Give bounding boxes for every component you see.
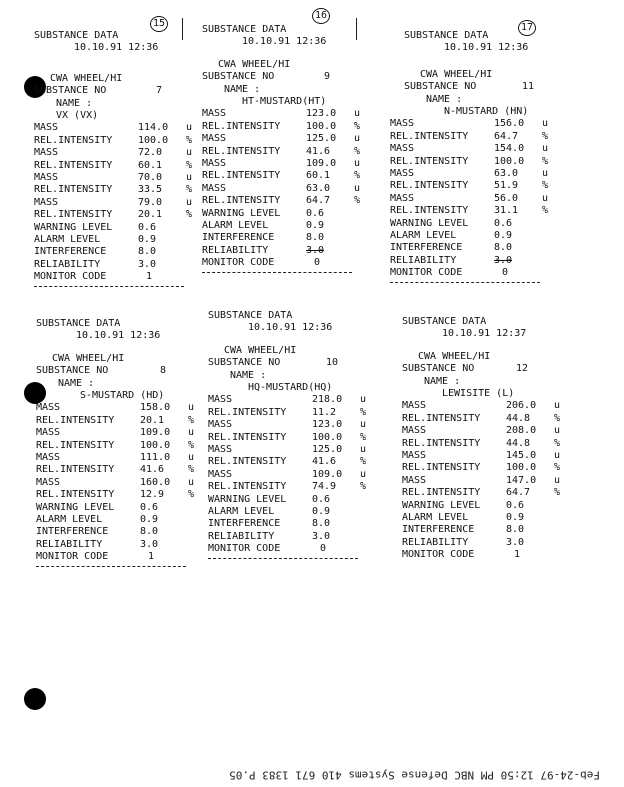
substance-no-value: 10 (326, 357, 339, 369)
divider (208, 558, 358, 559)
data-row: MASS 156.0 u (390, 118, 549, 130)
data-row: REL.INTENSITY 100.0 % (402, 462, 561, 474)
substance-panel-hq (208, 310, 380, 559)
data-row: ALARM LEVEL 0.9 (390, 229, 513, 241)
data-row: REL.INTENSITY 60.1 % (202, 170, 361, 182)
data-row: MASS 206.0 u (402, 400, 561, 412)
measurement-list (34, 122, 206, 283)
data-row: REL.INTENSITY 100.0 % (36, 439, 195, 451)
data-row: REL.INTENSITY 33.5 % (34, 184, 193, 196)
substance-name: VX (VX) (56, 110, 99, 122)
data-row: MASS 154.0 u (390, 143, 549, 155)
data-row: MASS 63.0 u (390, 167, 549, 179)
name-label: NAME : (424, 375, 461, 387)
measurement-list (36, 402, 208, 563)
data-row: MONITOR CODE 0 (208, 543, 327, 555)
data-row: MONITOR CODE 1 (402, 549, 521, 561)
data-row: MONITOR CODE 0 (390, 267, 509, 279)
divider (34, 286, 184, 287)
fax-header-footer: Feb-24-97 12:50 PM NBC Defense Systems 410 671 1383 P.05 (229, 768, 600, 782)
data-row: RELIABILITY 3.0 (34, 258, 157, 270)
data-row: MASS 56.0 u (390, 192, 549, 204)
data-row: WARNING LEVEL 0.6 (390, 217, 513, 229)
substance-no-label: SUBSTANCE NO (36, 365, 109, 377)
data-row: MASS 158.0 u (36, 402, 195, 414)
data-row: REL.INTENSITY 74.9 % (208, 481, 367, 493)
data-row: REL.INTENSITY 12.9 % (36, 489, 195, 501)
panel-datetime: 10.10.91 12:36 (74, 42, 159, 54)
panel-datetime: 10.10.91 12:36 (248, 322, 333, 334)
substance-panel-ht (202, 24, 374, 273)
data-row: WARNING LEVEL 0.6 (208, 493, 331, 505)
substance-name: LEWISITE (L) (442, 388, 515, 400)
measurement-list (208, 394, 380, 555)
library-name: CWA WHEEL/HI (218, 58, 291, 70)
panel-title: SUBSTANCE DATA (34, 30, 119, 41)
divider (390, 282, 540, 283)
page-mark-16: 16 (312, 8, 330, 24)
data-row: MASS 79.0 u (34, 196, 193, 208)
data-row: REL.INTENSITY 20.1 % (34, 209, 193, 221)
data-row: MASS 125.0 u (202, 133, 361, 145)
substance-no-label: SUBSTANCE NO (404, 81, 477, 93)
substance-no-label: SUBSTANCE NO (202, 71, 275, 83)
substance-no-value: 11 (522, 81, 535, 93)
panel-title: SUBSTANCE DATA (36, 318, 121, 329)
data-row: INTERFERENCE 8.0 (34, 246, 157, 258)
data-row: MASS 160.0 u (36, 476, 195, 488)
measurement-list (390, 118, 576, 279)
data-row: MASS 109.0 u (208, 468, 367, 480)
library-name: CWA WHEEL/HI (52, 352, 125, 364)
substance-name: S-MUSTARD (HD) (80, 390, 165, 402)
panel-title: SUBSTANCE DATA (208, 310, 293, 321)
data-row: REL.INTENSITY 64.7 % (390, 130, 549, 142)
measurement-list (402, 400, 574, 561)
substance-name: HT-MUSTARD(HT) (242, 96, 327, 108)
data-row: REL.INTENSITY 41.6 % (202, 145, 361, 157)
data-row: MASS 63.0 u (202, 182, 361, 194)
data-row: ALARM LEVEL 0.9 (402, 511, 525, 523)
data-row: ALARM LEVEL 0.9 (202, 219, 325, 231)
data-row: REL.INTENSITY 100.0 % (202, 120, 361, 132)
data-row: REL.INTENSITY 64.7 % (202, 195, 361, 207)
data-row: REL.INTENSITY 41.6 % (36, 464, 195, 476)
data-row: MASS 72.0 u (34, 147, 193, 159)
data-row: INTERFERENCE 8.0 (202, 232, 325, 244)
data-row: INTERFERENCE 8.0 (402, 524, 525, 536)
data-row: RELIABILITY 3.0 (208, 530, 331, 542)
data-row: MASS 123.0 u (202, 108, 361, 120)
data-row: MASS 208.0 u (402, 425, 561, 437)
data-row: MASS 109.0 u (36, 427, 195, 439)
panel-datetime: 10.10.91 12:36 (242, 36, 327, 48)
data-row: REL.INTENSITY 31.1 % (390, 205, 549, 217)
data-row: WARNING LEVEL 0.6 (402, 499, 525, 511)
name-label: NAME : (230, 369, 267, 381)
data-row: RELIABILITY 3.0 (36, 538, 159, 550)
substance-no-value: 7 (156, 85, 163, 97)
name-label: NAME : (56, 97, 93, 109)
substance-panel-lewisite (402, 316, 574, 562)
data-row: REL.INTENSITY 20.1 % (36, 414, 195, 426)
name-label: NAME : (224, 83, 261, 95)
panel-datetime: 10.10.91 12:36 (76, 330, 161, 342)
data-row: REL.INTENSITY 41.6 % (208, 456, 367, 468)
substance-name: N-MUSTARD (HN) (444, 106, 529, 118)
substance-no-label: SUBSTANCE NO (402, 363, 475, 375)
data-row: INTERFERENCE 8.0 (208, 518, 331, 530)
panel-datetime: 10.10.91 12:36 (444, 42, 529, 54)
data-row: MASS 125.0 u (208, 443, 367, 455)
data-row: MONITOR CODE 1 (36, 551, 155, 563)
data-row: ALARM LEVEL 0.9 (36, 513, 159, 525)
panel-datetime: 10.10.91 12:37 (442, 328, 527, 340)
data-row: RELIABILITY 3.0 (202, 244, 325, 256)
data-row: REL.INTENSITY 60.1 % (34, 159, 193, 171)
data-row: ALARM LEVEL 0.9 (34, 233, 157, 245)
substance-no-value: 12 (516, 363, 529, 375)
page-mark-17: 17 (518, 20, 536, 36)
data-row: WARNING LEVEL 0.6 (36, 501, 159, 513)
library-name: CWA WHEEL/HI (224, 344, 297, 356)
substance-no-value: 8 (160, 365, 167, 377)
substance-no-label: SUBSTANCE NO (34, 85, 107, 97)
library-name: CWA WHEEL/HI (418, 350, 491, 362)
data-row: INTERFERENCE 8.0 (36, 526, 159, 538)
substance-name: HQ-MUSTARD(HQ) (248, 382, 333, 394)
substance-panel-vx (34, 30, 206, 287)
data-row: MASS 123.0 u (208, 419, 367, 431)
data-row: REL.INTENSITY 100.0 % (390, 155, 549, 167)
library-name: CWA WHEEL/HI (50, 72, 123, 84)
data-row: WARNING LEVEL 0.6 (34, 221, 157, 233)
data-row: MASS 109.0 u (202, 157, 361, 169)
substance-no-label: SUBSTANCE NO (208, 357, 281, 369)
measurement-list (202, 108, 374, 269)
data-row: REL.INTENSITY 51.9 % (390, 180, 549, 192)
data-row: REL.INTENSITY 11.2 % (208, 406, 367, 418)
panel-title: SUBSTANCE DATA (402, 316, 487, 327)
library-name: CWA WHEEL/HI (420, 68, 493, 80)
punch-hole-bottom (24, 688, 46, 710)
panel-title: SUBSTANCE DATA (404, 30, 489, 41)
data-row: REL.INTENSITY 100.0 % (34, 134, 193, 146)
data-row: MASS 147.0 u (402, 474, 561, 486)
data-row: MASS 145.0 u (402, 449, 561, 461)
data-row: RELIABILITY 3.0 (390, 254, 513, 266)
data-row: MASS 218.0 u (208, 394, 367, 406)
substance-panel-hd (36, 318, 208, 567)
data-row: REL.INTENSITY 100.0 % (208, 431, 367, 443)
data-row: RELIABILITY 3.0 (402, 536, 525, 548)
data-row: REL.INTENSITY 64.7 % (402, 487, 561, 499)
data-row: INTERFERENCE 8.0 (390, 242, 513, 254)
data-row: MASS 111.0 u (36, 451, 195, 463)
name-label: NAME : (426, 93, 463, 105)
data-row: MONITOR CODE 0 (202, 257, 321, 269)
data-row: MASS 114.0 u (34, 122, 193, 134)
substance-panel-hn (390, 30, 576, 283)
data-row: REL.INTENSITY 44.8 % (402, 437, 561, 449)
data-row: REL.INTENSITY 44.8 % (402, 412, 561, 424)
divider (36, 566, 186, 567)
page-mark-15: 15 (150, 16, 168, 32)
data-row: ALARM LEVEL 0.9 (208, 505, 331, 517)
data-row: MONITOR CODE 1 (34, 271, 153, 283)
divider (202, 272, 352, 273)
data-row: WARNING LEVEL 0.6 (202, 207, 325, 219)
data-row: MASS 70.0 u (34, 171, 193, 183)
substance-no-value: 9 (324, 71, 331, 83)
panel-title: SUBSTANCE DATA (202, 24, 287, 35)
name-label: NAME : (58, 377, 95, 389)
